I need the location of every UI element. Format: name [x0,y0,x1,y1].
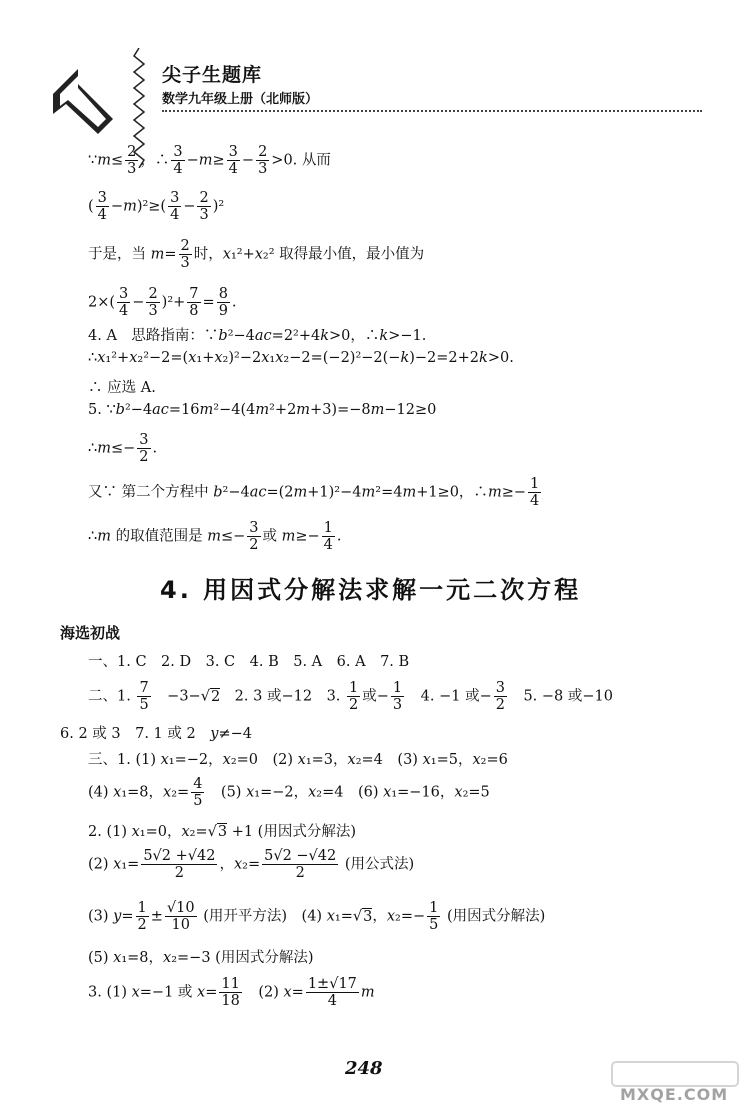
text-line: 6. 2 或 3 7. 1 或 2 y≠−4 [60,726,252,742]
header-divider [162,110,702,112]
text-line: ∵m≤ $\frac{2}{3}$ ，∴ $\frac{3}{4}$ −m≥ $\frac{3}{4}$ − $\frac{2}{3}$ >0. 从而 [88,144,331,177]
text-line: (2) x₁= $\frac{5√2 +√42}{2}$ ，x₂= $\frac{5√2 -√42}{2}$ (用公式法) [88,848,415,881]
text-line: 三、1. (1) x₁=−2，x₂=0 (2) x₁=3，x₂=4 (3) x₁=5，x₂=6 [88,752,508,768]
section-title: 4. 用因式分解法求解一元二次方程 [160,576,582,604]
text-line: 一、1. C 2. D 3. C 4. B 5. A 6. A 7. B [88,654,410,670]
text-line: 2×( $\frac{3}{4}$ − $\frac{2}{3}$ )²+ $\frac{7}{8}$ = $\frac{8}{9}$ . [88,286,237,319]
text-line: 二、1. $\frac{7}{5}$ −3−√2 2. 3 或−12 3. $\frac{1}{2}$ 或− $\frac{1}{3}$ 4. −1 或− $\frac{3}{2}$ 5. −8 或−10 [88,680,613,713]
page-header [40,48,680,128]
book-subtitle: 数学九年级上册（北师版） [162,92,319,107]
page-number: 248 [345,1058,383,1079]
text-line: 2. (1) x₁=0，x₂=√3 +1 (用因式分解法) [88,824,357,840]
text-line: 5. ∵b²−4ac=16m²−4(4m²+2m+3)=−8m−12≥0 [88,402,437,418]
text-line: ∴m≤− $\frac{3}{2}$ . [88,432,158,465]
text-line: (3) y= $\frac{1}{2}$ ± $\frac{√10}{10}$ (用开平方法) (4) x₁=√3，x₂=− $\frac{1}{5}$ (用因式分解法) [88,900,546,933]
text-line: 于是，当 m= $\frac{2}{3}$ 时，x₁²+x₂² 取得最小值，最小值为 [88,238,425,271]
text-line: ∴ 应选 A. [88,380,156,396]
text-line: ( $\frac{3}{4}$ −m)²≥( $\frac{3}{4}$ − $\frac{2}{3}$ )² [88,190,225,223]
text-line: 又∵ 第二个方程中 b²−4ac=(2m+1)²−4m²=4m+1≥0，∴m≥− $\frac{1}{4}$ [88,476,540,509]
text-line: ∴m 的取值范围是 m≤− $\frac{3}{2}$ 或 m≥− $\frac{1}{4}$ . [88,520,342,553]
text-line: (4) x₁=8，x₂= $\frac{4}{5}$ (5) x₁=−2，x₂=4 (6) x₁=−16，x₂=5 [88,776,490,809]
book-title: 尖子生题库 [162,64,263,86]
text-line: ∴x₁²+x₂²−2=(x₁+x₂)²−2x₁x₂−2=(−2)²−2(−k)−2=2+2k>0. [88,350,514,366]
text-line: 3. (1) x=−1 或 x= $\frac{11}{18}$ (2) x= $\frac{1\pm√17}{4}$ m [88,976,375,1009]
subsection-title: 海选初战 [60,624,121,642]
watermark-text: MXQE.COM [620,1085,729,1104]
text-line: (5) x₁=8，x₂=−3 (用因式分解法) [88,950,314,966]
text-line: 4. A 思路指南：∵b²−4ac=2²+4k>0，∴k>−1. [88,328,427,344]
